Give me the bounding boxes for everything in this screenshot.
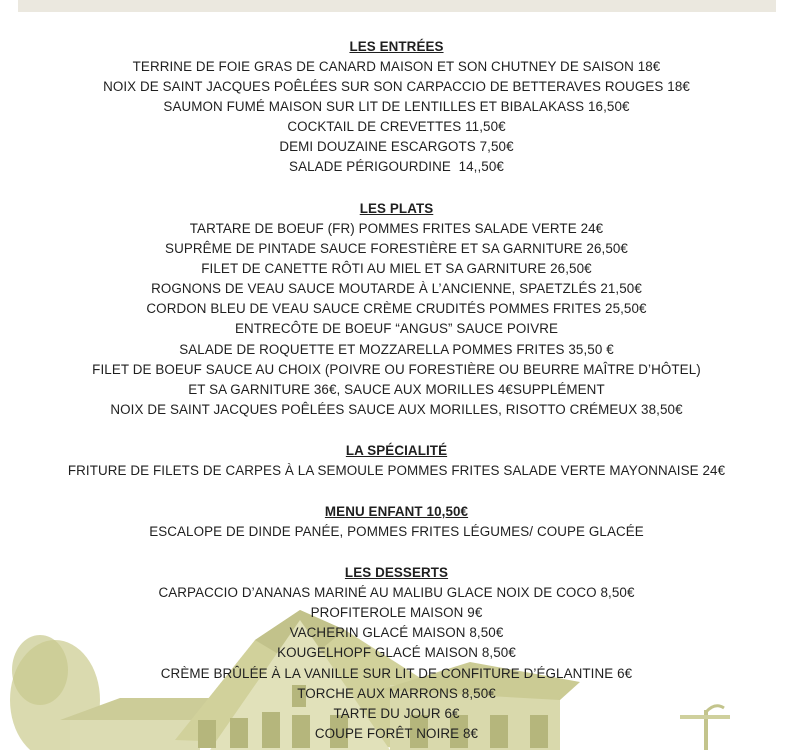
- menu-item: FILET DE CANETTE RÔTI AU MIEL ET SA GARNITURE 26,50€: [201, 261, 592, 276]
- menu-item: ET SA GARNITURE 36€, SAUCE AUX MORILLES 4€SUPPLÉMENT: [188, 382, 605, 397]
- menu-item: ENTRECÔTE DE BOEUF “ANGUS” SAUCE POIVRE: [234, 321, 559, 336]
- menu-item: COUPE FORÊT NOIRE 8€: [314, 726, 479, 741]
- menu-item: TERRINE DE FOIE GRAS DE CANARD MAISON ET SON CHUTNEY DE SAISON 18€: [132, 59, 661, 74]
- menu-item: SAUMON FUMÉ MAISON SUR LIT DE LENTILLES ET BIBALAKASS 16,50€: [163, 99, 630, 114]
- menu-item: ROGNONS DE VEAU SAUCE MOUTARDE À L’ANCIENNE, SPAETZLÉS 21,50€: [151, 281, 642, 296]
- menu-item: SUPRÊME DE PINTADE SAUCE FORESTIÈRE ET SA GARNITURE 26,50€: [165, 241, 628, 256]
- menu-item: CRÈME BRÛLÉE À LA VANILLE SUR LIT DE CONFITURE D’ÉGLANTINE 6€: [160, 666, 633, 681]
- section-title-entrees: LES ENTRÉES: [349, 39, 444, 54]
- menu-item: KOUGELHOPF GLACÉ MAISON 8,50€: [277, 645, 516, 660]
- menu-item: TARTE DU JOUR 6€: [333, 706, 460, 721]
- menu-item: VACHERIN GLACÉ MAISON 8,50€: [289, 625, 504, 640]
- menu-item: NOIX DE SAINT JACQUES POÊLÉES SAUCE AUX MORILLES, RISOTTO CRÉMEUX 38,50€: [110, 402, 683, 417]
- menu-item: FRITURE DE FILETS DE CARPES À LA SEMOULE POMMES FRITES SALADE VERTE MAYONNAISE 24€: [67, 463, 726, 478]
- menu-item: SALADE DE ROQUETTE ET MOZZARELLA POMMES FRITES 35,50 €: [179, 342, 614, 357]
- menu-item: COCKTAIL DE CREVETTES 11,50€: [287, 119, 506, 134]
- section-title-desserts: LES DESSERTS: [344, 565, 449, 580]
- menu-item: CARPACCIO D’ANANAS MARINÉ AU MALIBU GLACE NOIX DE COCO 8,50€: [158, 585, 635, 600]
- section-title-specialite: LA SPÉCIALITÉ: [345, 443, 448, 458]
- menu-item: FILET DE BOEUF SAUCE AU CHOIX (POIVRE OU FORESTIÈRE OU BEURRE MAÎTRE D’HÔTEL): [92, 362, 701, 377]
- menu-item: SALADE PÉRIGOURDINE 14,,50€: [289, 159, 504, 174]
- menu-item: TORCHE AUX MARRONS 8,50€: [297, 686, 496, 701]
- menu-item: TARTARE DE BOEUF (FR) POMMES FRITES SALADE VERTE 24€: [189, 221, 604, 236]
- section-title-menu-enfant: MENU ENFANT 10,50€: [324, 504, 469, 519]
- menu-item: DEMI DOUZAINE ESCARGOTS 7,50€: [279, 139, 514, 154]
- section-title-plats: LES PLATS: [359, 201, 434, 216]
- menu-item: PROFITEROLE MAISON 9€: [310, 605, 483, 620]
- menu-item: NOIX DE SAINT JACQUES POÊLÉES SUR SON CARPACCIO DE BETTERAVES ROUGES 18€: [103, 79, 690, 94]
- menu-item: ESCALOPE DE DINDE PANÉE, POMMES FRITES LÉGUMES/ COUPE GLACÉE: [149, 524, 644, 539]
- menu-item: CORDON BLEU DE VEAU SAUCE CRÈME CRUDITÉS POMMES FRITES 25,50€: [146, 301, 647, 316]
- top-banner: [18, 0, 776, 12]
